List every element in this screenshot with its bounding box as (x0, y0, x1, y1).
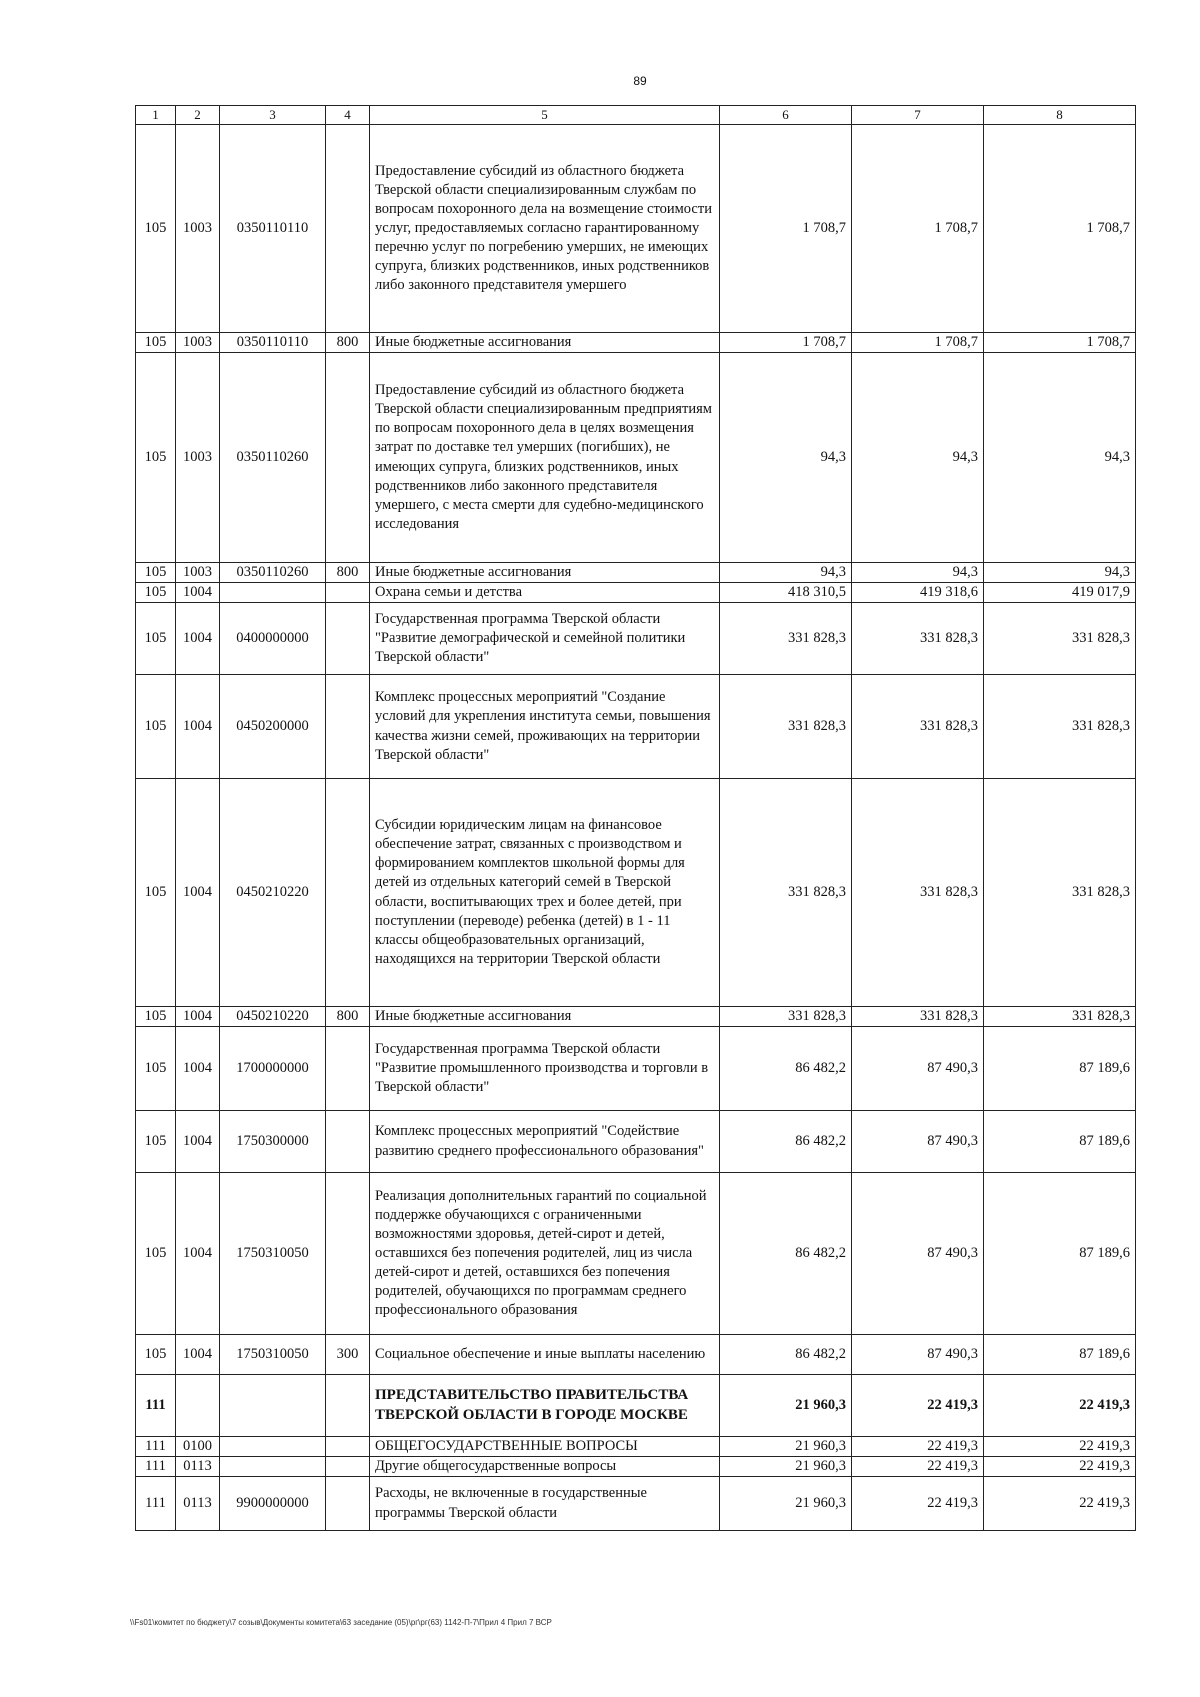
cell-amount-1: 331 828,3 (720, 675, 852, 779)
cell-expense-type (326, 1477, 370, 1531)
cell-amount-1: 418 310,5 (720, 583, 852, 603)
cell-amount-3: 87 189,6 (984, 1173, 1136, 1335)
column-header: 7 (852, 106, 984, 125)
cell-amount-3: 22 419,3 (984, 1457, 1136, 1477)
cell-section: 0113 (176, 1457, 220, 1477)
footer-file-path: \\Fs01\комитет по бюджету\7 созыв\Документы комитета\63 заседание (05)\рг\рг(63) 1142-П-7\Прил 4 Прил 7 ВСР (130, 1618, 552, 1627)
cell-target-article: 1750310050 (220, 1173, 326, 1335)
cell-target-article: 0350110260 (220, 353, 326, 563)
cell-amount-3: 22 419,3 (984, 1477, 1136, 1531)
cell-amount-3: 87 189,6 (984, 1335, 1136, 1375)
cell-section: 0113 (176, 1477, 220, 1531)
cell-amount-3: 94,3 (984, 353, 1136, 563)
cell-expense-type (326, 125, 370, 333)
column-header: 8 (984, 106, 1136, 125)
cell-amount-1: 331 828,3 (720, 779, 852, 1007)
cell-section: 1003 (176, 125, 220, 333)
cell-section: 1003 (176, 563, 220, 583)
cell-amount-2: 87 490,3 (852, 1173, 984, 1335)
cell-section: 1004 (176, 1173, 220, 1335)
cell-target-article: 0350110110 (220, 333, 326, 353)
cell-amount-2: 87 490,3 (852, 1111, 984, 1173)
cell-amount-1: 86 482,2 (720, 1173, 852, 1335)
cell-description: Иные бюджетные ассигнования (370, 563, 720, 583)
table-row (136, 1027, 1136, 1111)
cell-expense-type (326, 1111, 370, 1173)
cell-description: Другие общегосударственные вопросы (370, 1457, 720, 1477)
cell-amount-1: 21 960,3 (720, 1477, 852, 1531)
cell-amount-3: 87 189,6 (984, 1027, 1136, 1111)
cell-amount-3: 331 828,3 (984, 675, 1136, 779)
cell-section: 1004 (176, 1007, 220, 1027)
column-number-row (136, 106, 1136, 125)
table-row (136, 1111, 1136, 1173)
table-row (136, 1007, 1136, 1027)
table-row (136, 675, 1136, 779)
cell-amount-2: 87 490,3 (852, 1335, 984, 1375)
table-row (136, 125, 1136, 333)
cell-target-article (220, 1437, 326, 1457)
table-row (136, 1477, 1136, 1531)
cell-amount-1: 331 828,3 (720, 603, 852, 675)
cell-expense-type: 300 (326, 1335, 370, 1375)
table-row (136, 603, 1136, 675)
cell-description: ПРЕДСТАВИТЕЛЬСТВО ПРАВИТЕЛЬСТВА ТВЕРСКОЙ ОБЛАСТИ В ГОРОДЕ МОСКВЕ (370, 1375, 720, 1437)
cell-amount-1: 21 960,3 (720, 1457, 852, 1477)
cell-description: Иные бюджетные ассигнования (370, 1007, 720, 1027)
cell-description: Государственная программа Тверской области "Развитие демографической и семейной политики Тверской области" (370, 603, 720, 675)
cell-target-article (220, 1375, 326, 1437)
cell-expense-type (326, 353, 370, 563)
cell-section: 1003 (176, 353, 220, 563)
cell-target-article: 0400000000 (220, 603, 326, 675)
cell-amount-1: 86 482,2 (720, 1335, 852, 1375)
cell-amount-2: 1 708,7 (852, 125, 984, 333)
cell-amount-3: 1 708,7 (984, 125, 1136, 333)
cell-target-article: 1750300000 (220, 1111, 326, 1173)
column-header: 2 (176, 106, 220, 125)
cell-ministry: 105 (136, 1335, 176, 1375)
cell-description: Комплекс процессных мероприятий "Содействие развитию среднего профессионального образования" (370, 1111, 720, 1173)
cell-ministry: 105 (136, 333, 176, 353)
cell-section: 1004 (176, 1027, 220, 1111)
cell-description: Охрана семьи и детства (370, 583, 720, 603)
cell-ministry: 111 (136, 1477, 176, 1531)
cell-section: 1004 (176, 1335, 220, 1375)
cell-expense-type (326, 603, 370, 675)
cell-target-article: 1750310050 (220, 1335, 326, 1375)
cell-amount-3: 1 708,7 (984, 333, 1136, 353)
cell-section: 1004 (176, 1111, 220, 1173)
cell-section: 1003 (176, 333, 220, 353)
cell-amount-3: 331 828,3 (984, 1007, 1136, 1027)
cell-expense-type (326, 1457, 370, 1477)
column-header: 3 (220, 106, 326, 125)
cell-target-article (220, 583, 326, 603)
cell-description: Реализация дополнительных гарантий по социальной поддержке обучающихся с ограниченными возможностями здоровья, детей-сирот и детей, оставшихся без попечения родителей, лиц из числа детей-сирот и детей, оставшихся без попечения родителей, обучающихся по программам среднего профессионального образования (370, 1173, 720, 1335)
cell-amount-2: 22 419,3 (852, 1437, 984, 1457)
cell-ministry: 105 (136, 353, 176, 563)
cell-amount-2: 22 419,3 (852, 1457, 984, 1477)
cell-ministry: 105 (136, 603, 176, 675)
column-header: 5 (370, 106, 720, 125)
cell-amount-1: 1 708,7 (720, 125, 852, 333)
cell-ministry: 105 (136, 779, 176, 1007)
cell-amount-2: 331 828,3 (852, 1007, 984, 1027)
cell-amount-3: 22 419,3 (984, 1437, 1136, 1457)
table-row (136, 779, 1136, 1007)
cell-amount-2: 331 828,3 (852, 779, 984, 1007)
cell-section: 0100 (176, 1437, 220, 1457)
cell-ministry: 105 (136, 1111, 176, 1173)
cell-ministry: 111 (136, 1457, 176, 1477)
cell-target-article: 1700000000 (220, 1027, 326, 1111)
cell-section: 1004 (176, 675, 220, 779)
table-row (136, 1437, 1136, 1457)
cell-expense-type (326, 1437, 370, 1457)
cell-amount-2: 94,3 (852, 353, 984, 563)
cell-expense-type (326, 1027, 370, 1111)
table-row (136, 333, 1136, 353)
cell-target-article: 0450200000 (220, 675, 326, 779)
cell-expense-type (326, 583, 370, 603)
cell-amount-3: 419 017,9 (984, 583, 1136, 603)
cell-ministry: 105 (136, 563, 176, 583)
cell-description: Предоставление субсидий из областного бюджета Тверской области специализированным предприятиям по вопросам похоронного дела в целях возмещения затрат по доставке тел умерших (погибших), не имеющих супруга, близких родственников, иных родственников либо законного представителя умершего, с места смерти для судебно-медицинского исследования (370, 353, 720, 563)
cell-amount-1: 1 708,7 (720, 333, 852, 353)
cell-target-article: 0350110110 (220, 125, 326, 333)
cell-amount-2: 419 318,6 (852, 583, 984, 603)
cell-description: Субсидии юридическим лицам на финансовое обеспечение затрат, связанных с производством и формированием комплектов школьной формы для детей из отдельных категорий семей в Тверской области, воспитывающих трех и более детей, при поступлении (переводе) ребенка (детей) в 1 - 11 классы общеобразовательных организаций, находящихся на территории Тверской области (370, 779, 720, 1007)
cell-amount-1: 94,3 (720, 353, 852, 563)
cell-expense-type (326, 1375, 370, 1437)
cell-section: 1004 (176, 583, 220, 603)
cell-ministry: 105 (136, 1027, 176, 1111)
budget-table (135, 105, 1136, 1531)
cell-amount-2: 87 490,3 (852, 1027, 984, 1111)
cell-description: Комплекс процессных мероприятий "Создание условий для укрепления института семьи, повышения качества жизни семей, проживающих на территории Тверской области" (370, 675, 720, 779)
table-row (136, 1335, 1136, 1375)
cell-amount-3: 22 419,3 (984, 1375, 1136, 1437)
cell-description: Государственная программа Тверской области "Развитие промышленного производства и торговли в Тверской области" (370, 1027, 720, 1111)
cell-section (176, 1375, 220, 1437)
cell-target-article: 9900000000 (220, 1477, 326, 1531)
cell-target-article: 0350110260 (220, 563, 326, 583)
cell-amount-2: 22 419,3 (852, 1477, 984, 1531)
column-header: 1 (136, 106, 176, 125)
cell-amount-2: 22 419,3 (852, 1375, 984, 1437)
cell-ministry: 105 (136, 675, 176, 779)
cell-section: 1004 (176, 779, 220, 1007)
table-row (136, 583, 1136, 603)
page-number: 89 (633, 74, 647, 88)
cell-amount-1: 21 960,3 (720, 1437, 852, 1457)
table-row (136, 563, 1136, 583)
table-row (136, 1457, 1136, 1477)
cell-ministry: 105 (136, 1007, 176, 1027)
cell-ministry: 105 (136, 1173, 176, 1335)
cell-ministry: 105 (136, 583, 176, 603)
cell-description: Иные бюджетные ассигнования (370, 333, 720, 353)
cell-target-article (220, 1457, 326, 1477)
cell-amount-3: 331 828,3 (984, 603, 1136, 675)
table-row (136, 1375, 1136, 1437)
cell-description: ОБЩЕГОСУДАРСТВЕННЫЕ ВОПРОСЫ (370, 1437, 720, 1457)
cell-amount-3: 331 828,3 (984, 779, 1136, 1007)
cell-target-article: 0450210220 (220, 779, 326, 1007)
cell-amount-1: 94,3 (720, 563, 852, 583)
column-header: 4 (326, 106, 370, 125)
cell-expense-type: 800 (326, 333, 370, 353)
cell-amount-1: 86 482,2 (720, 1027, 852, 1111)
cell-amount-2: 1 708,7 (852, 333, 984, 353)
cell-amount-2: 331 828,3 (852, 675, 984, 779)
cell-expense-type: 800 (326, 563, 370, 583)
cell-description: Расходы, не включенные в государственные программы Тверской области (370, 1477, 720, 1531)
cell-description: Социальное обеспечение и иные выплаты населению (370, 1335, 720, 1375)
table-row (136, 353, 1136, 563)
cell-expense-type: 800 (326, 1007, 370, 1027)
cell-target-article: 0450210220 (220, 1007, 326, 1027)
cell-expense-type (326, 675, 370, 779)
cell-expense-type (326, 1173, 370, 1335)
cell-amount-1: 86 482,2 (720, 1111, 852, 1173)
cell-amount-3: 94,3 (984, 563, 1136, 583)
cell-description: Предоставление субсидий из областного бюджета Тверской области специализированным службам по вопросам похоронного дела на возмещение стоимости услуг, предоставляемых согласно гарантированному перечню услуг по погребению умерших, не имеющих супруга, близких родственников, иных родственников либо законного представителя умершего (370, 125, 720, 333)
cell-ministry: 105 (136, 125, 176, 333)
cell-amount-2: 331 828,3 (852, 603, 984, 675)
cell-ministry: 111 (136, 1375, 176, 1437)
cell-amount-2: 94,3 (852, 563, 984, 583)
cell-section: 1004 (176, 603, 220, 675)
cell-amount-3: 87 189,6 (984, 1111, 1136, 1173)
column-header: 6 (720, 106, 852, 125)
table-row (136, 1173, 1136, 1335)
cell-ministry: 111 (136, 1437, 176, 1457)
cell-amount-1: 331 828,3 (720, 1007, 852, 1027)
cell-amount-1: 21 960,3 (720, 1375, 852, 1437)
cell-expense-type (326, 779, 370, 1007)
